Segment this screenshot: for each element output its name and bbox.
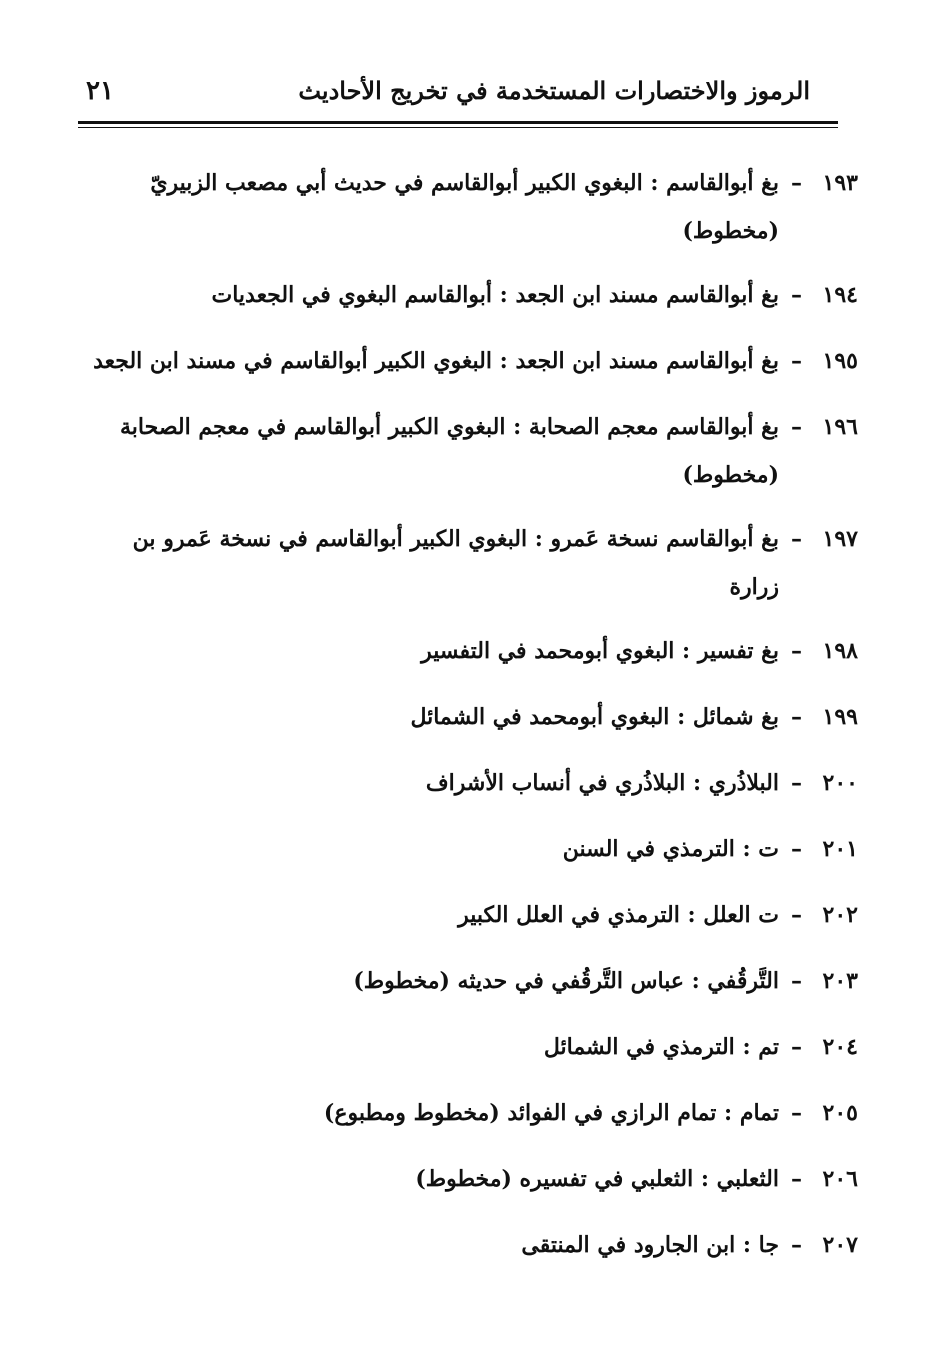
- entry-text-line: بغ أبوالقاسم نسخة عَمرو : البغوي الكبير أبوالقاسم في نسخة عَمرو بن: [132, 526, 779, 552]
- entry-separator: –: [791, 1100, 802, 1126]
- entry-separator: –: [791, 282, 802, 308]
- entry-number: ٢٠٦: [822, 1166, 858, 1192]
- entry-number: ١٩٤: [822, 282, 858, 308]
- list-item: [98, 692, 858, 742]
- entry-number: ٢٠٥: [822, 1100, 858, 1126]
- list-item: [98, 1154, 858, 1204]
- entry-separator: –: [791, 704, 802, 730]
- list-item: [98, 402, 858, 498]
- entry-continuation: (مخطوط): [682, 462, 779, 488]
- list-item: [98, 824, 858, 874]
- list-item: [98, 1220, 858, 1270]
- entry-text: البلاذُري : البلاذُري في أنساب الأشراف: [425, 770, 779, 796]
- entry-text: ت : الترمذي في السنن: [562, 836, 779, 862]
- list-item: [98, 270, 858, 320]
- header-rule-thick: [78, 121, 838, 124]
- entry-separator: –: [791, 348, 802, 374]
- entry-separator: –: [791, 770, 802, 796]
- entry-separator: –: [791, 638, 802, 664]
- list-item: [98, 514, 858, 610]
- entry-text: التَّرقُفي : عباس التَّرقُفي في حديثه (مخطوط): [353, 968, 779, 994]
- entry-text: تم : الترمذي في الشمائل: [543, 1034, 779, 1060]
- entry-separator: –: [791, 170, 802, 196]
- entry-continuation: زرارة: [729, 574, 779, 600]
- entry-number: ١٩٧: [822, 526, 858, 552]
- header-rule-thin: [78, 127, 838, 128]
- entry-number: ٢٠٤: [822, 1034, 858, 1060]
- entry-separator: –: [791, 1166, 802, 1192]
- entry-text-line: بغ أبوالقاسم معجم الصحابة : البغوي الكبير أبوالقاسم في معجم الصحابة: [120, 414, 779, 440]
- list-item: [93, 336, 858, 386]
- entry-number: ١٩٦: [822, 414, 858, 440]
- entry-text: بغ أبوالقاسم مسند ابن الجعد : البغوي الكبير أبوالقاسم في مسند ابن الجعد: [93, 348, 779, 374]
- entry-separator: –: [791, 902, 802, 928]
- page-header: [80, 72, 838, 116]
- list-item: [98, 158, 858, 254]
- entry-text: بغ أبوالقاسم مسند ابن الجعد : أبوالقاسم البغوي في الجعديات: [211, 282, 779, 308]
- entry-separator: –: [791, 1034, 802, 1060]
- entry-separator: –: [791, 968, 802, 994]
- list-item: [98, 626, 858, 676]
- list-item: [98, 956, 858, 1006]
- entry-text: جا : ابن الجارود في المنتقى: [521, 1232, 779, 1258]
- entry-separator: –: [791, 414, 802, 440]
- entry-text: [98, 158, 779, 254]
- entry-text: بغ تفسير : البغوي أبومحمد في التفسير: [421, 638, 779, 664]
- entry-number: ١٩٥: [822, 348, 858, 374]
- running-title: الرموز والاختصارات المستخدمة في تخريج الأحاديث: [298, 76, 810, 105]
- entry-number: ٢٠٣: [822, 968, 858, 994]
- entry-number: ٢٠٧: [822, 1232, 858, 1258]
- entry-text: بغ شمائل : البغوي أبومحمد في الشمائل: [410, 704, 779, 730]
- entry-text: الثعلبي : الثعلبي في تفسيره (مخطوط): [415, 1166, 779, 1192]
- entry-text: [98, 514, 779, 610]
- entry-number: ١٩٩: [822, 704, 858, 730]
- entry-separator: –: [791, 526, 802, 552]
- entry-text: ت العلل : الترمذي في العلل الكبير: [458, 902, 779, 928]
- entry-number: ٢٠٢: [822, 902, 858, 928]
- entry-separator: –: [791, 1232, 802, 1258]
- list-item: [98, 1088, 858, 1138]
- list-item: [98, 1022, 858, 1072]
- abbreviation-list: [93, 158, 858, 1286]
- entry-continuation: (مخطوط): [682, 218, 779, 244]
- entry-number: ١٩٨: [822, 638, 858, 664]
- list-item: [98, 890, 858, 940]
- entry-text: [98, 402, 779, 498]
- entry-number: ٢٠١: [822, 836, 858, 862]
- page-number: ٢١: [86, 76, 114, 106]
- entry-separator: –: [791, 836, 802, 862]
- entry-text: تمام : تمام الرازي في الفوائد (مخطوط ومطبوع): [323, 1100, 779, 1126]
- entry-number: ٢٠٠: [822, 770, 858, 796]
- list-item: [98, 758, 858, 808]
- entry-number: ١٩٣: [822, 170, 858, 196]
- entry-text-line: بغ أبوالقاسم : البغوي الكبير أبوالقاسم في حديث أبي مصعب الزبيريّ: [150, 170, 779, 196]
